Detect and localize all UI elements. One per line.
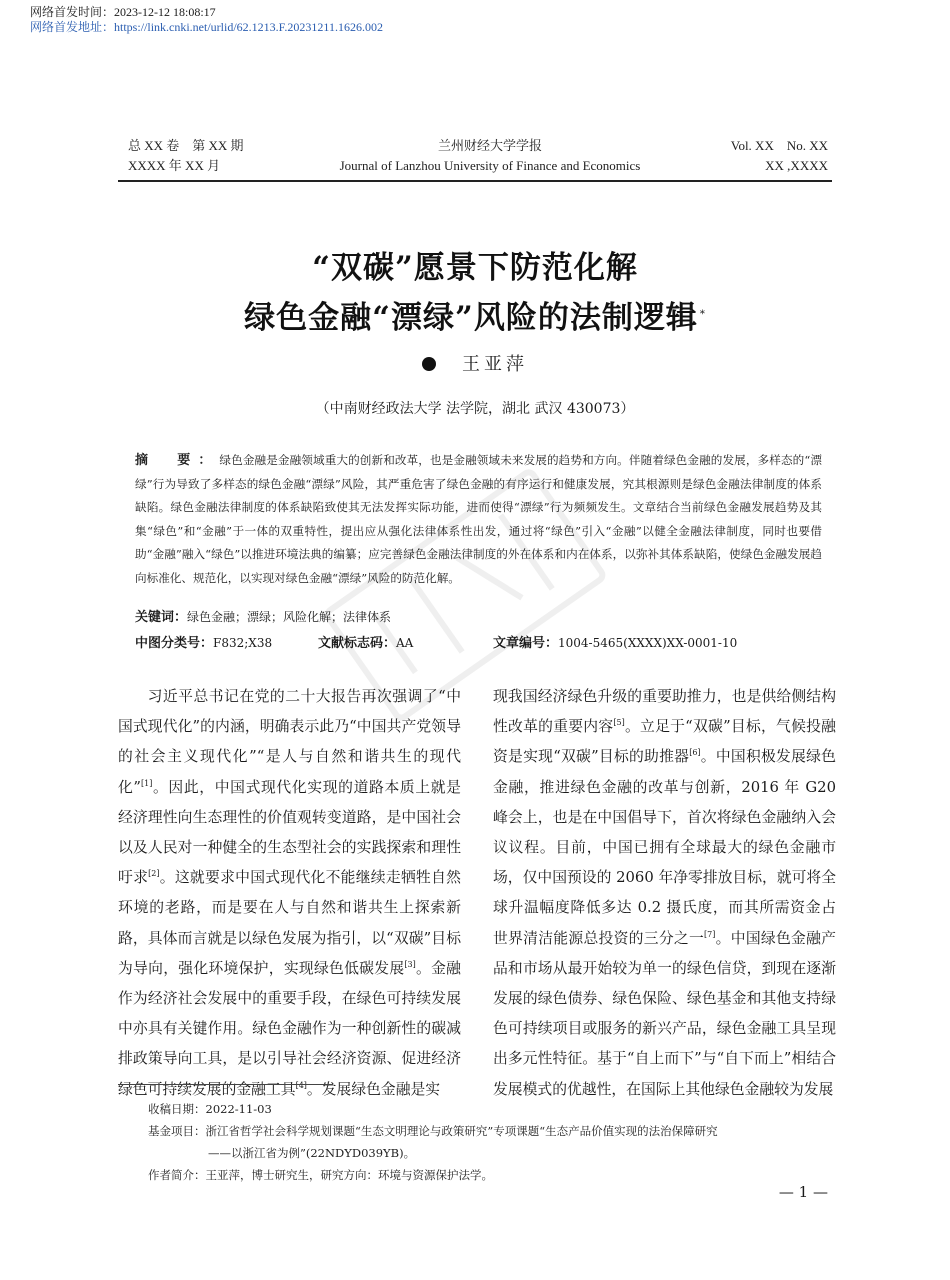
footnote-author-bio: 作者简介：王亚萍，博士研究生，研究方向：环境与资源保护法学。 — [148, 1168, 493, 1182]
journal-name-cn: 兰州财经大学学报 — [437, 138, 542, 153]
footnote-rule — [118, 1084, 333, 1085]
publication-time — [30, 4, 216, 20]
keywords-label: 关键词： — [135, 609, 188, 624]
author-bullet-icon — [422, 357, 436, 371]
citation-ref[interactable]: [7] — [704, 929, 716, 939]
body-text: 。金融作为经济社会发展中的重要手段，在绿色可持续发展中亦具有关键作用。绿色金融作为一种创新性的碳减排政策导向工具，是以引导社会经济资源、促进经济绿色可持续发展的金融工具 — [118, 959, 461, 1098]
body-text: 现我国经济绿色升级的重要助推力，也是供给侧结构性改革的重要内容 — [493, 688, 836, 736]
body-column-left — [118, 682, 461, 1105]
footnote-received: 收稿日期：2022-11-03 — [148, 1102, 272, 1116]
title-note-mark: * — [699, 308, 706, 320]
keywords — [135, 606, 391, 628]
footnote-fund: 基金项目：浙江省哲学社会科学规划课题“生态文明理论与政策研究”专项课题“生态产品价值实现的法治保障研究 — [148, 1124, 718, 1138]
publication-url-label: 网络首发地址： — [30, 20, 115, 34]
doc-code-label: 文献标志码： — [318, 635, 397, 650]
citation-ref[interactable]: [4] — [295, 1080, 307, 1090]
doc-code-value: AA — [396, 636, 414, 650]
abstract-text: 绿色金融是金融领域重大的创新和改革，也是金融领域未来发展的趋势和方向。伴随着绿色金融的发展，多样态的“漂绿”行为导致了多样态的绿色金融“漂绿”风险，其严重危害了绿色金融的有序运行和健康发展，究其根源则是绿色金融法律制度的体系缺陷。绿色金融法律制度的体系缺陷致使其无法发挥实际功能，进而使得“漂绿”行为频频发生。文章结合当前绿色金融发展趋势及其集“绿色”和“金融”于一体的双重特性，提出应从强化法律体系性出发，通过将“绿色”引入“金融”以健全金融法律制度，同时也要借助“金融”融入“绿色”以推进环境法典的编纂；应完善绿色金融法律制度的外在体系和内在体系，以弥补其体系缺陷，使绿色金融发展趋向标准化、规范化，以实现对绿色金融“漂绿”风险的防范化解。 — [135, 453, 822, 585]
article-no-label: 文章编号： — [493, 635, 559, 650]
clc-number — [135, 632, 272, 654]
page-number: — 1 — — [778, 1183, 828, 1201]
publication-time-value: 2023-12-12 18:08:17 — [114, 5, 216, 19]
citation-ref[interactable]: [6] — [689, 748, 701, 758]
header-rule — [118, 180, 832, 182]
abstract-label: 摘 要： — [135, 452, 220, 467]
article-no-value: 1004-5465(XXXX)XX-0001-10 — [558, 636, 738, 650]
body-text: 。这就要求中国式现代化不能继续走牺牲自然环境的老路，而是要在人与自然和谐共生上探索新路，具体而言就是以绿色发展为指引，以“双碳”目标为导向，强化环境保护，实现绿色低碳发展 — [118, 869, 461, 977]
abstract — [135, 448, 822, 590]
header-vol-no: Vol. XX No. XX — [730, 138, 828, 153]
footnote-fund-continued: ——以浙江省为例”(22NDYD039YB)。 — [208, 1146, 416, 1160]
body-text: 。因此，中国式现代化实现的道路本质上就是经济理性向生态理性的价值观转变道路，是中国社会以及人民对一种健全的生态型社会的实践探索和理性吁求 — [118, 778, 461, 887]
header-volume: 总 XX 卷 第 XX 期 — [128, 138, 244, 153]
journal-name-en: Journal of Lanzhou University of Finance and Economics — [339, 158, 641, 173]
author-row — [0, 350, 950, 376]
citation-ref[interactable]: [5] — [613, 718, 625, 728]
article-title-line2 — [0, 292, 950, 337]
body-text: 。发展绿色金融是实 — [306, 1080, 441, 1098]
clc-label: 中图分类号： — [135, 635, 214, 650]
publication-time-label: 网络首发时间： — [30, 5, 115, 19]
body-text: 习近平总书记在党的二十大报告再次强调了“中国式现代化”的内涵，明确表示此乃“中国共产党领导的社会主义现代化”“是人与自然和谐共生的现代化” — [118, 688, 461, 796]
citation-ref[interactable]: [2] — [148, 869, 160, 879]
publication-url — [30, 19, 383, 35]
clc-value: F832;X38 — [213, 636, 273, 650]
author-name: 王亚萍 — [462, 354, 528, 375]
body-text: 。中国绿色金融产品和市场从最开始较为单一的绿色信贷，到现在逐渐发展的绿色债券、绿色保险、绿色基金和其他支持绿色可持续项目或服务的新兴产品，绿色金融工具呈现出多元性特征。基于“自上而下”与“自下而上”相结合发展模式的优越性，在国际上其他绿色金融较为发展 — [493, 929, 836, 1098]
document-code — [318, 632, 413, 654]
header-vol-en — [731, 136, 828, 176]
body-text: 。立足于“双碳”目标，气候投融资是实现“双碳”目标的助推器 — [493, 718, 836, 766]
citation-ref[interactable]: [1] — [141, 778, 153, 788]
header-vol-date: XX ,XXXX — [765, 158, 828, 173]
author-affiliation: （中南财经政法大学 法学院，湖北 武汉 430073） — [315, 401, 635, 417]
article-title-line2-text: 绿色金融“漂绿”风险的法制逻辑 — [244, 300, 698, 336]
publication-url-link[interactable]: https://link.cnki.net/urlid/62.1213.F.20231211.1626.002 — [114, 20, 383, 34]
body-column-right — [493, 682, 836, 1105]
citation-ref[interactable]: [3] — [404, 959, 416, 969]
header-volume-info — [128, 136, 244, 176]
header-journal-name — [300, 136, 680, 176]
header-date: XXXX 年 XX 月 — [128, 158, 221, 173]
keywords-text: 绿色金融；漂绿；风险化解；法律体系 — [187, 610, 392, 624]
article-number — [493, 632, 737, 654]
body-text: 。中国积极发展绿色金融，推进绿色金融的改革与创新，2016 年 G20 峰会上，也是在中国倡导下，首次将绿色金融纳入会议议程。目前，中国已拥有全球最大的绿色金融市场，仅中国预设的 2060 年净零排放目标，就可将全球升温幅度降低多达 0.2 摄氏度，而其所需资金占世界清洁能源总投资的三分之一 — [493, 748, 837, 947]
article-title-line1: “双碳”愿景下防范化解 — [312, 250, 638, 286]
